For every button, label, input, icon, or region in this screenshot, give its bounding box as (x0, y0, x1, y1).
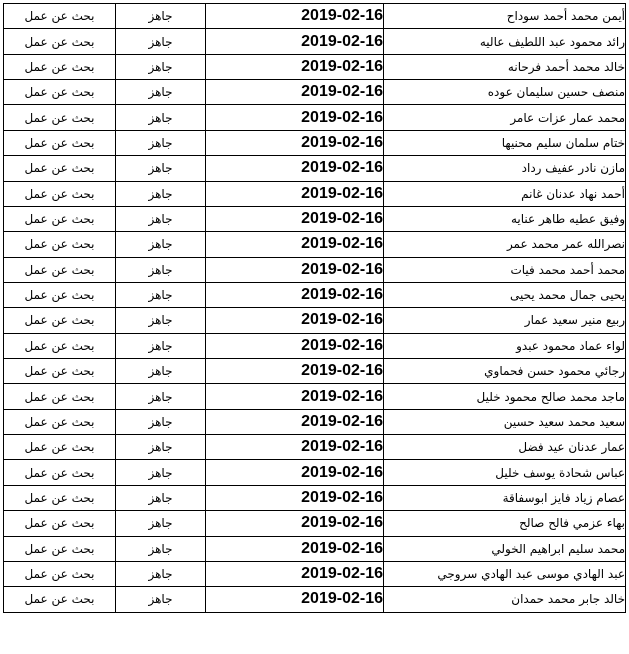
status-cell: بحث عن عمل (4, 156, 116, 181)
table-row (4, 232, 626, 257)
date-cell: 2019-02-16 (206, 29, 384, 54)
name-cell: سعيد محمد سعيد حسين (384, 409, 626, 434)
name-cell: منصف حسين سليمان عوده (384, 80, 626, 105)
date-cell: 2019-02-16 (206, 105, 384, 130)
ready-cell: جاهز (116, 105, 206, 130)
table-row (4, 105, 626, 130)
date-cell: 2019-02-16 (206, 561, 384, 586)
ready-cell: جاهز (116, 561, 206, 586)
status-cell: بحث عن عمل (4, 54, 116, 79)
table-row (4, 587, 626, 612)
ready-cell: جاهز (116, 232, 206, 257)
date-cell: 2019-02-16 (206, 206, 384, 231)
table-row (4, 359, 626, 384)
date-cell: 2019-02-16 (206, 460, 384, 485)
status-cell: بحث عن عمل (4, 206, 116, 231)
name-cell: خالد محمد أحمد فرحانه (384, 54, 626, 79)
status-cell: بحث عن عمل (4, 130, 116, 155)
table-row (4, 460, 626, 485)
status-cell: بحث عن عمل (4, 485, 116, 510)
date-cell: 2019-02-16 (206, 511, 384, 536)
name-cell: عباس شحادة يوسف خليل (384, 460, 626, 485)
status-cell: بحث عن عمل (4, 359, 116, 384)
ready-cell: جاهز (116, 511, 206, 536)
date-cell: 2019-02-16 (206, 156, 384, 181)
ready-cell: جاهز (116, 54, 206, 79)
ready-cell: جاهز (116, 282, 206, 307)
status-cell: بحث عن عمل (4, 460, 116, 485)
name-cell: خالد جابر محمد حمدان (384, 587, 626, 612)
name-cell: رجائي محمود حسن فحماوي (384, 359, 626, 384)
status-cell: بحث عن عمل (4, 232, 116, 257)
table-row (4, 561, 626, 586)
date-cell: 2019-02-16 (206, 359, 384, 384)
table-row (4, 130, 626, 155)
date-cell: 2019-02-16 (206, 333, 384, 358)
applicants-sheet (3, 3, 625, 613)
ready-cell: جاهز (116, 4, 206, 29)
status-cell: بحث عن عمل (4, 80, 116, 105)
name-cell: بهاء عزمي فالح صالح (384, 511, 626, 536)
name-cell: محمد عمار عزات عامر (384, 105, 626, 130)
date-cell: 2019-02-16 (206, 80, 384, 105)
date-cell: 2019-02-16 (206, 4, 384, 29)
name-cell: ختام سلمان سليم محنيها (384, 130, 626, 155)
status-cell: بحث عن عمل (4, 384, 116, 409)
date-cell: 2019-02-16 (206, 384, 384, 409)
ready-cell: جاهز (116, 308, 206, 333)
name-cell: محمد أحمد محمد فيات (384, 257, 626, 282)
status-cell: بحث عن عمل (4, 561, 116, 586)
status-cell: بحث عن عمل (4, 308, 116, 333)
table-row (4, 333, 626, 358)
status-cell: بحث عن عمل (4, 333, 116, 358)
date-cell: 2019-02-16 (206, 130, 384, 155)
ready-cell: جاهز (116, 257, 206, 282)
ready-cell: جاهز (116, 130, 206, 155)
name-cell: يحيى جمال محمد يحيى (384, 282, 626, 307)
name-cell: لواء عماد محمود عبدو (384, 333, 626, 358)
ready-cell: جاهز (116, 435, 206, 460)
status-cell: بحث عن عمل (4, 29, 116, 54)
ready-cell: جاهز (116, 80, 206, 105)
status-cell: بحث عن عمل (4, 536, 116, 561)
name-cell: ماجد محمد صالح محمود خليل (384, 384, 626, 409)
table-row (4, 435, 626, 460)
ready-cell: جاهز (116, 333, 206, 358)
status-cell: بحث عن عمل (4, 105, 116, 130)
status-cell: بحث عن عمل (4, 282, 116, 307)
table-row (4, 257, 626, 282)
table-row (4, 181, 626, 206)
name-cell: محمد سليم ابراهيم الخولي (384, 536, 626, 561)
status-cell: بحث عن عمل (4, 181, 116, 206)
table-row (4, 29, 626, 54)
ready-cell: جاهز (116, 156, 206, 181)
table-row (4, 536, 626, 561)
name-cell: رائد محمود عبد اللطيف عاليه (384, 29, 626, 54)
table-row (4, 409, 626, 434)
date-cell: 2019-02-16 (206, 435, 384, 460)
name-cell: أحمد نهاد عدنان غانم (384, 181, 626, 206)
name-cell: وفيق عطيه طاهر عنايه (384, 206, 626, 231)
status-cell: بحث عن عمل (4, 435, 116, 460)
table-row (4, 4, 626, 29)
name-cell: عمار عدنان عيد فضل (384, 435, 626, 460)
date-cell: 2019-02-16 (206, 282, 384, 307)
table-row (4, 156, 626, 181)
date-cell: 2019-02-16 (206, 54, 384, 79)
name-cell: ربيع منير سعيد عمار (384, 308, 626, 333)
table-row (4, 511, 626, 536)
name-cell: مازن نادر عفيف رداد (384, 156, 626, 181)
table-row (4, 282, 626, 307)
name-cell: أيمن محمد أحمد سوداح (384, 4, 626, 29)
ready-cell: جاهز (116, 460, 206, 485)
ready-cell: جاهز (116, 384, 206, 409)
status-cell: بحث عن عمل (4, 4, 116, 29)
date-cell: 2019-02-16 (206, 181, 384, 206)
ready-cell: جاهز (116, 206, 206, 231)
applicants-table (3, 3, 626, 613)
ready-cell: جاهز (116, 536, 206, 561)
status-cell: بحث عن عمل (4, 409, 116, 434)
ready-cell: جاهز (116, 587, 206, 612)
name-cell: عبد الهادي موسى عبد الهادي سروجي (384, 561, 626, 586)
ready-cell: جاهز (116, 29, 206, 54)
date-cell: 2019-02-16 (206, 536, 384, 561)
date-cell: 2019-02-16 (206, 587, 384, 612)
ready-cell: جاهز (116, 181, 206, 206)
ready-cell: جاهز (116, 409, 206, 434)
date-cell: 2019-02-16 (206, 308, 384, 333)
ready-cell: جاهز (116, 485, 206, 510)
name-cell: عصام زياد فايز ابوسفاقة (384, 485, 626, 510)
date-cell: 2019-02-16 (206, 232, 384, 257)
status-cell: بحث عن عمل (4, 511, 116, 536)
table-row (4, 80, 626, 105)
table-body (4, 4, 626, 613)
table-row (4, 308, 626, 333)
date-cell: 2019-02-16 (206, 257, 384, 282)
date-cell: 2019-02-16 (206, 485, 384, 510)
table-row (4, 54, 626, 79)
table-row (4, 384, 626, 409)
ready-cell: جاهز (116, 359, 206, 384)
status-cell: بحث عن عمل (4, 587, 116, 612)
date-cell: 2019-02-16 (206, 409, 384, 434)
status-cell: بحث عن عمل (4, 257, 116, 282)
table-row (4, 206, 626, 231)
name-cell: نصرالله عمر محمد عمر (384, 232, 626, 257)
table-row (4, 485, 626, 510)
